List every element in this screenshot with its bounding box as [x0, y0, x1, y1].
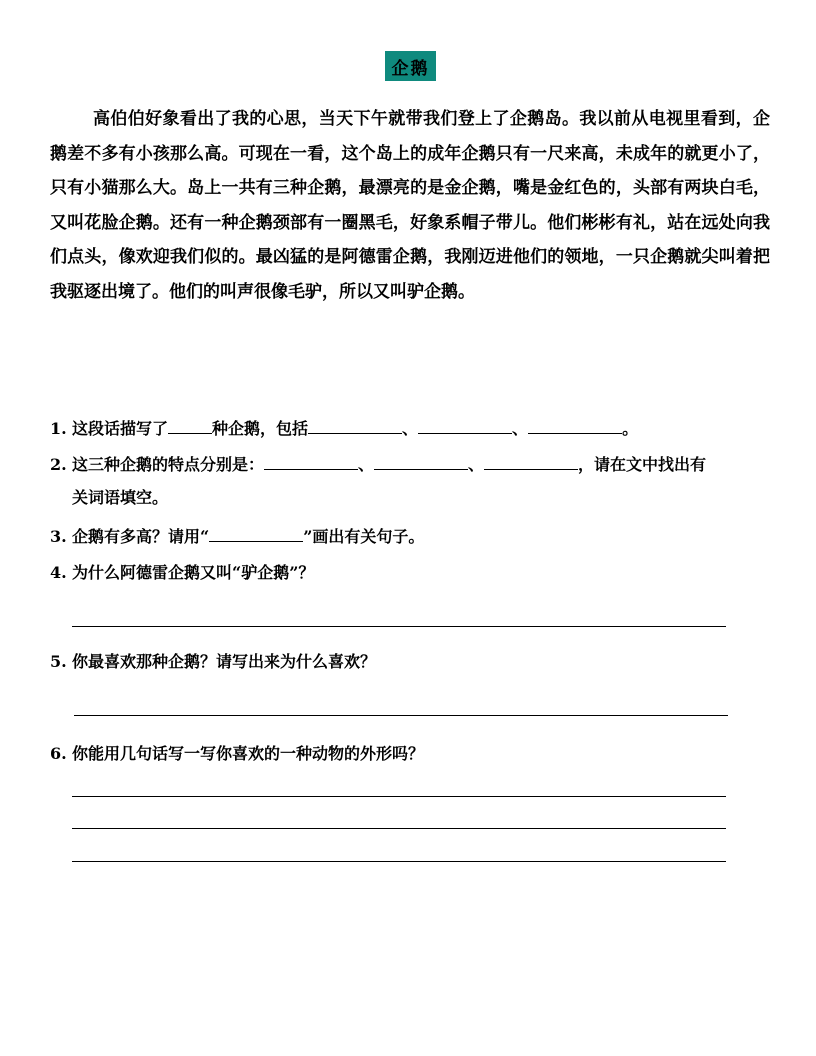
answer-blank[interactable] — [418, 415, 512, 434]
answer-blank[interactable] — [308, 415, 402, 434]
separator: 、 — [358, 455, 375, 474]
question-1 — [50, 412, 770, 445]
question-number: 4. — [50, 563, 67, 582]
separator: 、 — [512, 419, 529, 438]
answer-line[interactable] — [74, 715, 728, 716]
separator: 、 — [468, 455, 485, 474]
separator: 。 — [622, 419, 639, 438]
question-text: 这段话描写了 — [72, 419, 169, 438]
question-5 — [50, 645, 770, 678]
question-text: 关词语填空。 — [72, 488, 169, 507]
answer-blank[interactable] — [168, 415, 212, 434]
reading-passage: 高伯伯好象看出了我的心思，当天下午就带我们登上了企鹅岛。我以前从电视里看到，企鹅差不多有小孩那么高。可现在一看，这个岛上的成年企鹅只有一尺来高，未成年的就更小了，只有小猫那么大。岛上一共有三种企鹅，最漂亮的是金企鹅，嘴是金红色的，头部有两块白毛，又叫花脸企鹅。还有一种企鹅颈部有一圈黑毛，好象系帽子带儿。他们彬彬有礼，站在远处向我们点头，像欢迎我们似的。最凶猛的是阿德雷企鹅，我刚迈进他们的领地，一只企鹅就尖叫着把我驱逐出境了。他们的叫声很像毛驴，所以又叫驴企鹅。 — [50, 109, 770, 302]
answer-line[interactable] — [72, 861, 726, 862]
question-6 — [50, 737, 770, 770]
answer-line[interactable] — [72, 828, 726, 829]
question-number: 1. — [50, 419, 67, 438]
question-text: 这三种企鹅的特点分别是： — [72, 455, 265, 474]
answer-line[interactable] — [72, 626, 726, 627]
question-text: 为什么阿德雷企鹅又叫“驴企鹅”？ — [72, 563, 315, 582]
answer-blank[interactable] — [374, 451, 468, 470]
separator: 、 — [402, 419, 419, 438]
question-text: 企鹅有多高？请用“ — [72, 527, 210, 546]
question-2 — [50, 448, 770, 514]
answer-blank[interactable] — [528, 415, 622, 434]
page-title: 企鹅 — [385, 51, 436, 81]
question-4 — [50, 556, 770, 589]
answer-line[interactable] — [72, 796, 726, 797]
answer-blank[interactable] — [264, 451, 358, 470]
answer-blank[interactable] — [209, 523, 303, 542]
question-text: ”画出有关句子。 — [303, 527, 425, 546]
question-text: ，请在文中找出有 — [578, 455, 707, 474]
question-number: 3. — [50, 527, 67, 546]
question-3 — [50, 520, 770, 553]
question-text: 种企鹅，包括 — [212, 419, 309, 438]
question-number: 2. — [50, 455, 67, 474]
question-text: 你最喜欢那种企鹅？请写出来为什么喜欢？ — [72, 652, 377, 671]
question-number: 5. — [50, 652, 67, 671]
question-text: 你能用几句话写一写你喜欢的一种动物的外形吗？ — [72, 744, 425, 763]
answer-blank[interactable] — [484, 451, 578, 470]
question-number: 6. — [50, 744, 67, 763]
